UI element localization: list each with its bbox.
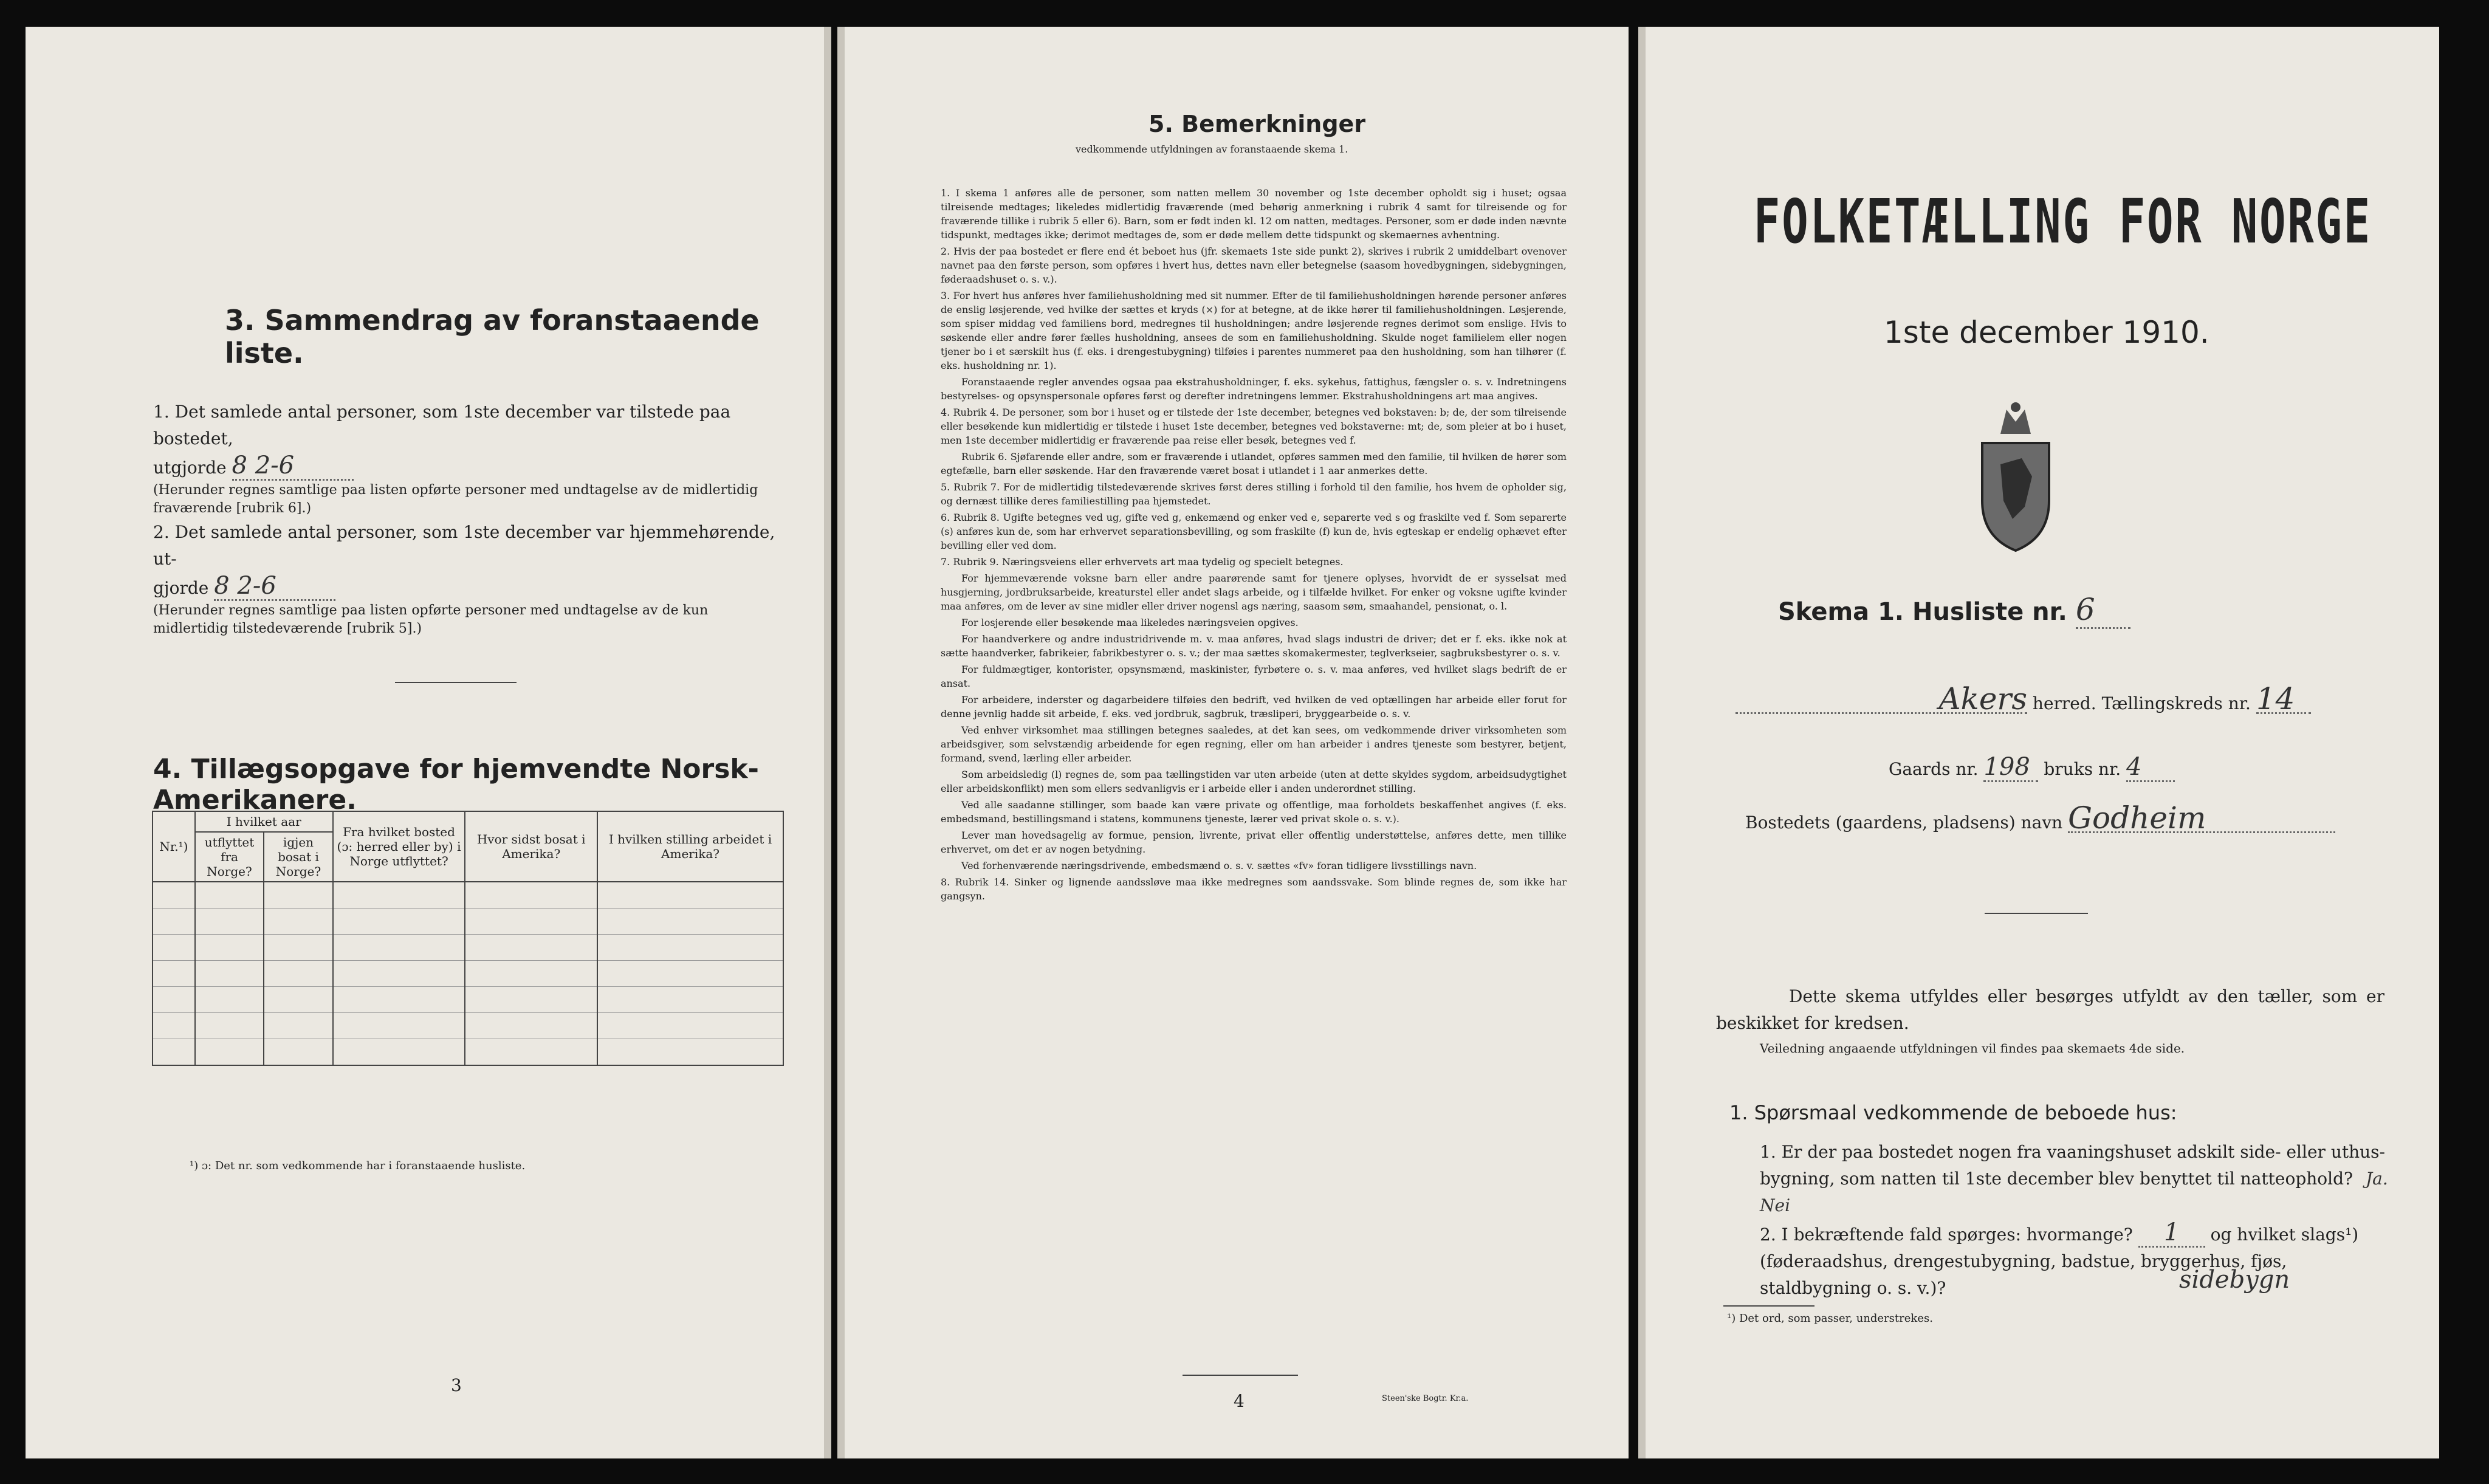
page-edge [837, 27, 845, 1458]
remark-paragraph: 3. For hvert hus anføres hver familiehusholdning med sit nummer. Efter de til familiehusholdningen hørende personer anføres de enslig løsjerende, ved hvilke der sættes et kryds (×) for at betegne, at de ikke hører til familiehusholdningen. Løsjerende, som spiser middag ved familiens bord, medregnes til husholdningen; andre løsjerende regnes derimot som enslige. Hvis to søskende eller andre fører fælles husholdning, ansees de som en familiehusholdning. Skulde noget familielem eller nogen tjener bo i et særskilt hus (f. eks. i drengestubygning) tilføies i parentes nummeret paa den husholdning, som han tilhører (f. eks. husholdning nr. 1). [941, 290, 1567, 371]
remark-paragraph: Foranstaaende regler anvendes ogsaa paa ekstrahusholdninger, f. eks. sykehus, fattighus, fængsler o. s. v. Indretningens bestyrelses- og opsynspersonale opføres først og derefter indretningens lemmer. Ekstrahusholdningens art maa angives. [941, 376, 1567, 402]
page-left [26, 27, 831, 1458]
remark-paragraph: Ved alle saadanne stillinger, som baade kan være private og offentlige, maa forholdets beskaffenhet angives (f. eks. embedsmand, bestillingsmand i statens, kommunens tjeneste, lærer ved privat skole o. s. v.). [941, 799, 1567, 825]
page-edge [824, 27, 831, 1458]
question-1 [1760, 1139, 2398, 1219]
remark-paragraph: 6. Rubrik 8. Ugifte betegnes ved ug, gifte ved g, enkemænd og enker ved e, separerte ved s og fraskilte ved f. Som separerte (s) anføres kun de, som har erhvervet separationsbevilling, og som fraskilte (f) kun de, hvis egteskap er endelig ophævet efter bevilling eller ved dom. [941, 512, 1567, 551]
section4-title: 4. Tillægsopgave for hjemvendte Norsk-Amerikanere. [153, 754, 759, 816]
q1-answer: Ja. Nei [1760, 1169, 2388, 1215]
coat-of-arms-icon [1976, 397, 2055, 555]
instruction: Dette skema utfyldes eller besørges utfyldt av den tæller, som er beskikket for kredsen. [1716, 986, 2384, 1033]
item1-note: (Herunder regnes samtlige paa listen opførte personer med undtagelse av de midlertidig fraværende [rubrik 6].) [153, 483, 758, 516]
page-number-middle: 4 [1234, 1391, 1244, 1411]
remark-paragraph: For arbeidere, inderster og dagarbeidere tilføies den bedrift, ved hvilken de ved optællingen har arbeide eller forut for denne jevnlig hadde sit arbeide, f. eks. ved jordbruk, sagbruk, træsliperi, bryggearbeide o. s. v. [941, 694, 1567, 720]
table-row [153, 987, 783, 1013]
remark-paragraph: Som arbeidsledig (l) regnes de, som paa tællingstiden var uten arbeide (uten at dette skyldes sygdom, arbeidsudygtighet eller arbeidskonflikt) men som ellers sedvanligvis er i arbeide eller i anden underordnet stilling. [941, 769, 1567, 794]
th-position: I hvilken stilling arbeidet i Amerika? [597, 811, 783, 882]
table-row [153, 882, 783, 909]
th-nr: Nr.¹) [153, 811, 195, 882]
divider [1723, 1305, 1814, 1307]
item1-label: utgjorde [153, 458, 227, 478]
section4-footnote: ¹) ɔ: Det nr. som vedkommende har i foranstaaende husliste. [190, 1159, 526, 1172]
table-row [153, 1039, 783, 1066]
remark-paragraph: 7. Rubrik 9. Næringsveiens eller erhvervets art maa tydelig og specielt betegnes. [941, 556, 1344, 568]
remark-paragraph: 1. I skema 1 anføres alle de personer, som natten mellem 30 november og 1ste december opholdt sig i huset; ogsaa tilreisende medtages; likeledes midlertidig fraværende (med behørig anmerkning i rubrik 4 samt for tilreisende og for fraværende tillike i rubrik 5 eller 6). Barn, som er født inden kl. 12 om natten, medtages. Personer, som er døde inden nævnte tidspunkt, medtages ikke; derimot medtages de, som er døde mellem dette tidspunkt og skemaernes avhentning. [941, 187, 1567, 241]
q2-count: 1 [2138, 1219, 2205, 1248]
table-row [153, 935, 783, 961]
table-row [153, 1013, 783, 1039]
remark-paragraph: For losjerende eller besøkende maa likeledes næringsveien opgives. [961, 617, 1299, 628]
divider [1985, 913, 2088, 914]
remarks-body [941, 186, 1567, 905]
item1-line [153, 452, 797, 481]
th-group: I hvilket aar [195, 811, 333, 832]
remark-paragraph: 5. Rubrik 7. For de midlertidig tilstedeværende skrives først deres stilling i forhold til den familie, hos hvem de opholder sig, og dernæst tillike deres familiestilling paa hjemstedet. [941, 481, 1567, 507]
remark-paragraph: 2. Hvis der paa bostedet er flere end ét beboet hus (jfr. skemaets 1ste side punkt 2), skrives i rubrik 2 umiddelbart ovenover navnet paa den første person, som opføres i hvert hus, dettes navn eller betegnelse (saasom hovedbygningen, sidebygningen, føderaadshuset o. s. v.). [941, 246, 1567, 285]
item2-note: (Herunder regnes samtlige paa listen opførte personer med undtagelse av de kun midlertidig tilstedeværende [rubrik 5].) [153, 603, 709, 636]
bosted-value: Godheim [2068, 805, 2335, 833]
th-place: Fra hvilket bosted (ɔ: herred eller by) i Norge utflyttet? [333, 811, 465, 882]
remark-paragraph: For hjemmeværende voksne barn eller andre paarørende samt for tjenere oplyses, hvorvidt de er sysselsat med husgjerning, jordbruksarbeide, kreaturstel eller andet slags arbeide, og i tilfælde hvilket. For enker og voksne ugifte kvinder maa anføres, om de lever av sine midler eller driver nogensl ags næring, saasom søm, smaahandel, pensionat, o. l. [941, 572, 1567, 612]
remark-paragraph: 8. Rubrik 14. Sinker og lignende aandssløve maa ikke medregnes som aandssvake. Som blinde regnes de, som ikke har gangsyn. [941, 876, 1567, 902]
section3-item1 [153, 399, 797, 518]
right-footnote: ¹) Det ord, som passer, understrekes. [1727, 1312, 1933, 1325]
divider [395, 682, 517, 683]
guidance: Veiledning angaaende utfyldningen vil findes paa skemaets 4de side. [1760, 1041, 2185, 1056]
q2-text-c: (føderaadshus, drengestubygning, badstue, bryggerhus, fjøs, staldbygning o. s. v.)? [1760, 1251, 2287, 1298]
section3-item2 [153, 519, 797, 638]
page-number-left: 3 [451, 1375, 462, 1395]
remark-paragraph: For haandverkere og andre industridrivende m. v. maa anføres, hvad slags industri de driver; det er f. eks. ikke nok at sætte haandverker, fabrikeier, fabrikbestyrer o. s. v.; der maa sættes skomakermester, teglverkseier, sagbruksbestyrer o. s. v. [941, 633, 1567, 659]
gaards-value: 198 [1983, 754, 2038, 782]
section3-title: 3. Sammendrag av foranstaaende liste. [225, 304, 760, 369]
schema-value: 6 [2076, 592, 2130, 629]
remarks-subtitle: vedkommende utfyldningen av foranstaaende skema 1. [1076, 143, 1348, 155]
bruks-label: bruks nr. [2044, 759, 2121, 779]
herred-label: herred. Tællingskreds nr. [2032, 693, 2251, 713]
item1-value: 8 2-6 [232, 452, 354, 481]
remarks-title: 5. Bemerkninger [1148, 111, 1366, 137]
remark-paragraph: 4. Rubrik 4. De personer, som bor i huset og er tilstede der 1ste december, betegnes ved bokstaven: b; de, der som tilreisende eller besøkende kun midlertidig er tilstede i huset 1ste december, betegnes ved bokstaverne: mt; de, som pleier at bo i huset, men 1ste december midlertidig er fraværende paa reise eller besøk, betegnes ved f. [941, 407, 1567, 446]
census-date: 1ste december 1910. [1884, 315, 2209, 350]
item2-text: 2. Det samlede antal personer, som 1ste december var hjemmehørende, ut- [153, 522, 775, 569]
q2-value: sidebygn [2179, 1266, 2290, 1294]
th-emigrated: utflyttet fra Norge? [195, 832, 264, 882]
table-row [153, 961, 783, 987]
q2-text-a: 2. I bekræftende fald spørges: hvormange? [1760, 1225, 2133, 1245]
section4-table [152, 811, 784, 1066]
remark-paragraph: Ved enhver virksomhet maa stillingen betegnes saaledes, at det kan sees, om vedkommende driver virksomheten som arbeidsgiver, som selvstændig arbeidende for egen regning, eller om han arbeider i andres tjeneste som bestyrer, betjent, formand, svend, lærling eller arbeider. [941, 724, 1567, 764]
th-settled: igjen bosat i Norge? [264, 832, 332, 882]
item2-label: gjorde [153, 578, 209, 598]
herred-line [1735, 681, 2416, 717]
gaards-line [1889, 754, 2175, 783]
question-2 [1760, 1219, 2398, 1302]
item2-value: 8 2-6 [214, 572, 335, 601]
bruks-value: 4 [2126, 754, 2175, 782]
printer-mark: Steen'ske Bogtr. Kr.a. [1382, 1394, 1469, 1403]
item2-line [153, 572, 797, 602]
page-edge [1638, 27, 1646, 1458]
th-last-place: Hvor sidst bosat i Amerika? [465, 811, 597, 882]
bosted-label: Bostedets (gaardens, pladsens) navn [1745, 812, 2063, 833]
item1-text: 1. Det samlede antal personer, som 1ste december var tilstede paa bostedet, [153, 402, 731, 448]
main-title: FOLKETÆLLING FOR NORGE [1754, 186, 2372, 257]
divider [1183, 1375, 1298, 1376]
gaards-label: Gaards nr. [1889, 759, 1979, 779]
page-right [1638, 27, 2439, 1458]
herred-value: Akers [1735, 685, 2027, 714]
schema-line [1778, 592, 2130, 629]
remark-paragraph: Ved forhenværende næringsdrivende, embedsmænd o. s. v. sættes «fv» foran tidligere livsstillings navn. [961, 860, 1477, 871]
bosted-line [1745, 800, 2335, 836]
remark-paragraph: Rubrik 6. Sjøfarende eller andre, som er fraværende i utlandet, opføres sammen med den familie, til hvilken de hører som egtefælle, barn eller søskende. Har den fraværende været bosat i utlandet i 1 aar anmerkes dette. [941, 451, 1567, 476]
remark-paragraph: Lever man hovedsagelig av formue, pension, livrente, privat eller offentlig understøttelse, anføres dette, men tillike erhvervet, om det er av nogen betydning. [941, 830, 1567, 855]
questions-title: 1. Spørsmaal vedkommende de beboede hus: [1729, 1101, 2177, 1124]
q1-text: 1. Er der paa bostedet nogen fra vaaningshuset adskilt side- eller uthus-bygning, som natten til 1ste december blev benyttet til natteophold? [1760, 1142, 2385, 1189]
krets-value: 14 [2256, 685, 2311, 714]
table-row [153, 909, 783, 935]
schema-label: Skema 1. Husliste nr. [1778, 598, 2067, 626]
remark-paragraph: For fuldmægtiger, kontorister, opsynsmænd, maskinister, fyrbøtere o. s. v. maa anføres, ved hvilket slags bedrift de er ansat. [941, 664, 1567, 689]
q2-text-b: og hvilket slags¹) [2210, 1225, 2359, 1245]
page-middle [837, 27, 1629, 1458]
